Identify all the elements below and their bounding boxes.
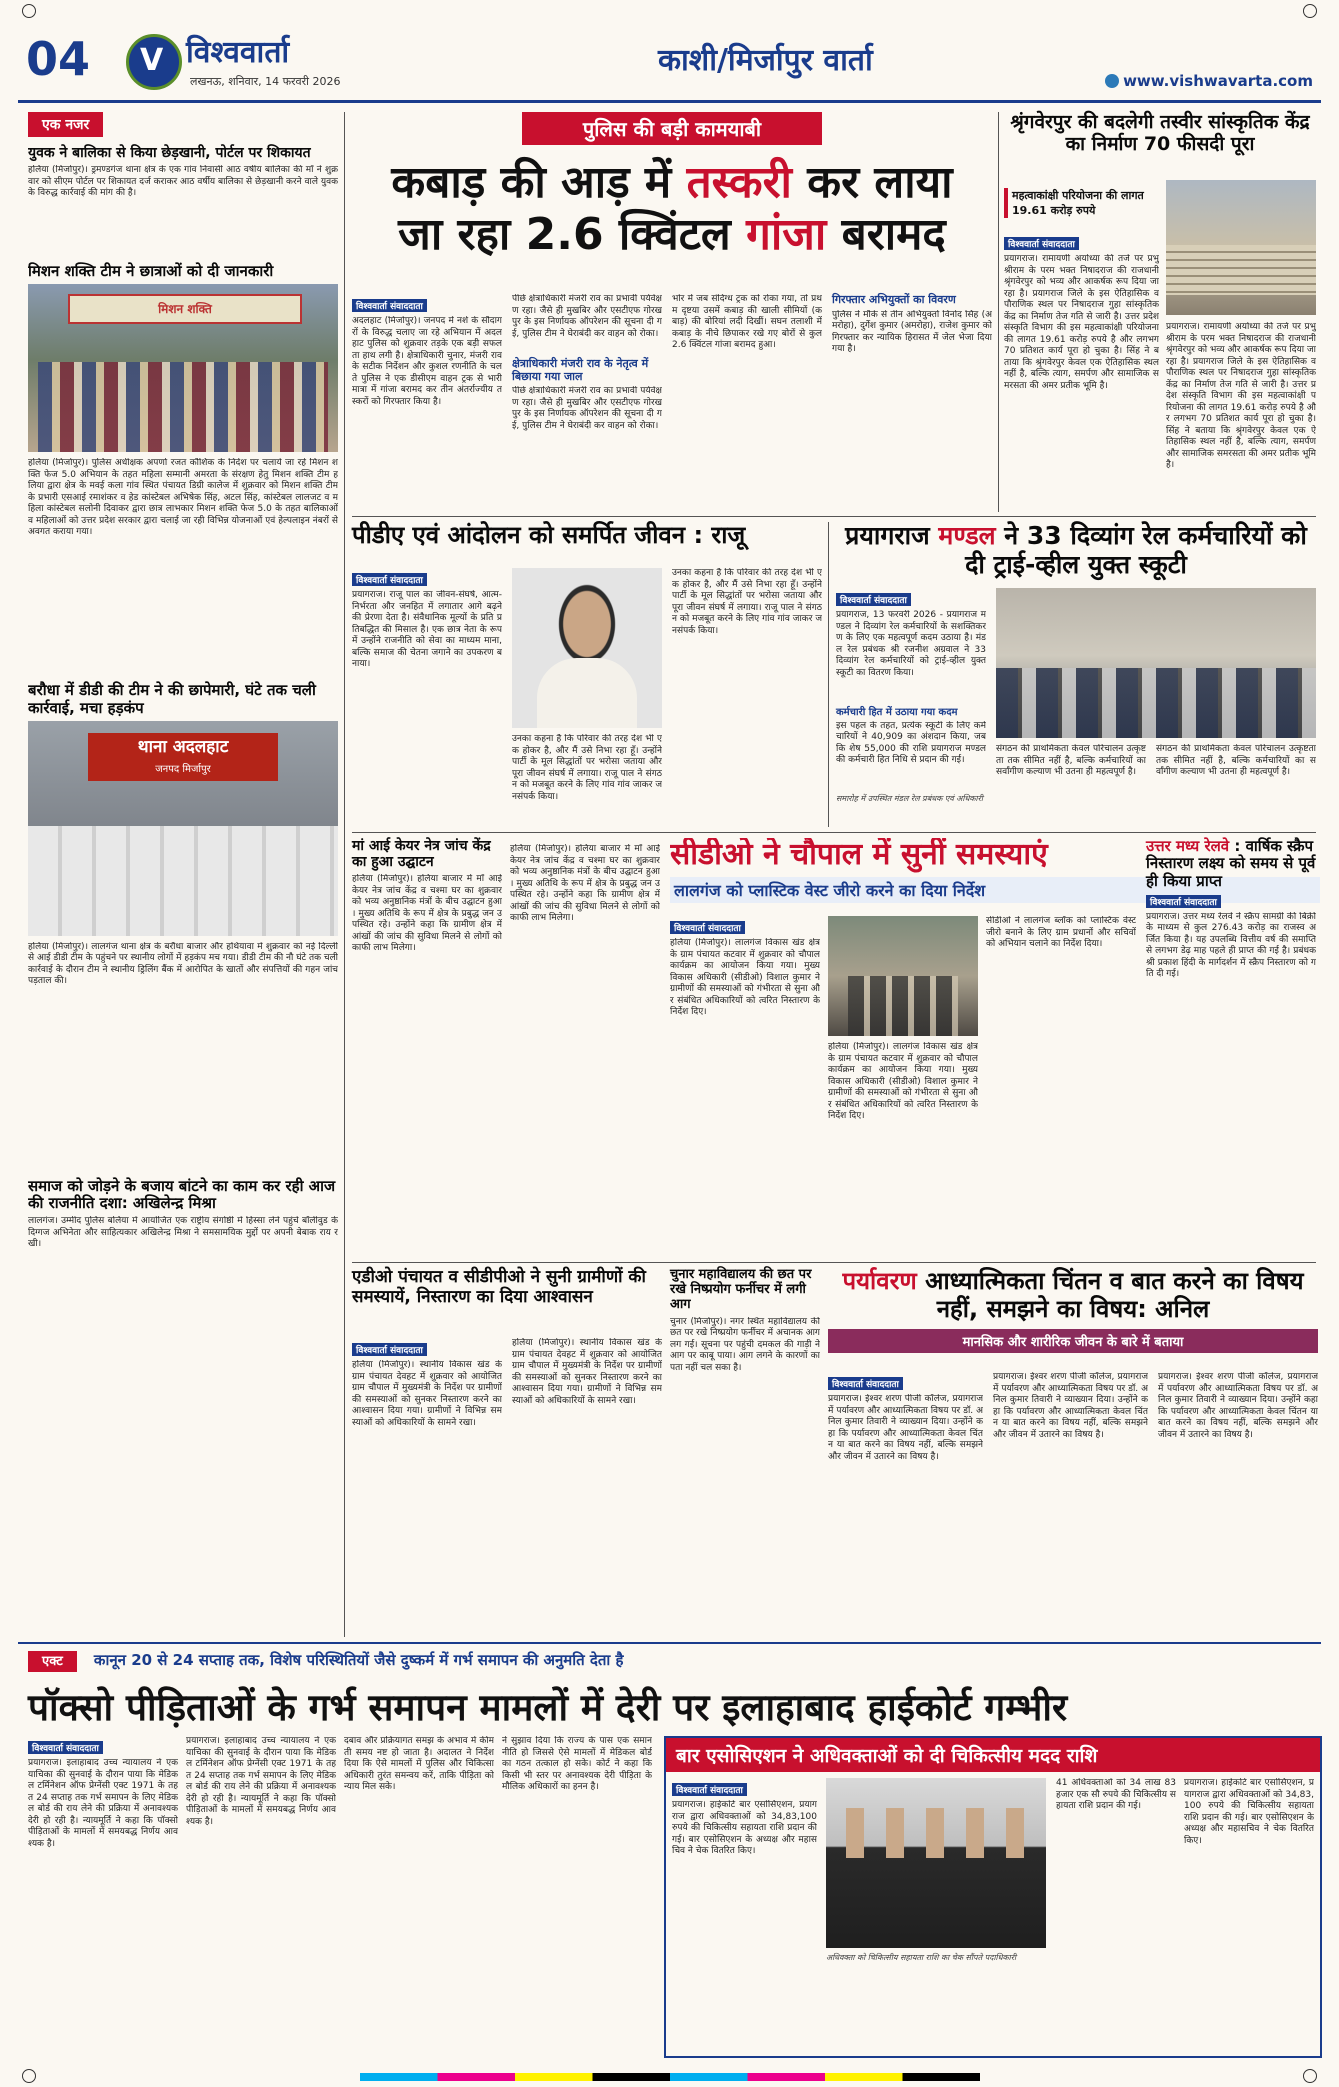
story-body: संगठन की प्राथमिकता केवल परिचालन उत्कृष्टता तक सीमित नहीं है, बल्कि कर्मचारियों का सर्वांगीण कल्याण भी उतना ही महत्वपूर्ण है। bbox=[996, 744, 1146, 777]
story-body: हलिया (मिर्जापुर)। पुलिस अधीक्षक अपर्णा रजत कौशिक के निर्देश पर चलाये जा रहे मिशन शक्ति फेज 5.0 अभियान के तहत महिला सम्मानी अमरता के संरक्षण हेतु मिशन शक्ति टीम हलिया द्वारा क्षेत्र के मवई कला गांव स्थित पंचायत डिग्री कालेज में शुक्रवार को मिशन शक्ति टीम के प्रभारी एसआई रमाशंकर व हेड कांस्टेबल अभिषेक सिंह, अटल सिंह, कांस्टेबल लालजट व महिला कांस्टेबल सलोनी दिवाकर द्वारा छात्र लाभकार मिशन शक्ति फेज 5.0 के तहत बालिकाओं व महिलाओं को उत्तर प्रदेश सरकार द्वारा चलाई जा रही विभिन्न योजनाओं एवं हेल्पलाइन नंबरों से अवगत कराया गया। bbox=[28, 458, 338, 538]
pocso-headline: पॉक्सो पीड़िताओं के गर्भ समापन मामलों में देरी पर इलाहाबाद हाईकोर्ट गम्भीर bbox=[28, 1686, 1068, 1729]
story-headline: बार एसोसिएशन ने अधिवक्ताओं को दी चिकित्सीय मदद राशि bbox=[666, 1738, 1320, 1772]
lead-body: पुलिस ने मौके से तीन अभियुक्तों विनोद सिंह (अमरोहा), दुर्गेश कुमार (अमरोहा), राजेश कुमार को गिरफ्तार कर न्यायिक हिरासत में जेल भेजा दिया गया है। bbox=[832, 309, 992, 355]
story-body: प्रयागराज। राजू पाल का जीवन-संघर्ष, आत्म-निर्भरता और जनहित में लगातार आगे बढ़ने की प्रेरणा देता है। संवैधानिक मूल्यों के प्रति प्रतिबद्धित की मिसाल है। एक छात्र नेता के रूप में उन्होंने राजनीति को सेवा का माध्यम माना, बल्कि समाज की चेतना जगाने का उपकरण बनाया। bbox=[352, 590, 502, 669]
story-body: प्रयागराज। ईश्वर शरण पीजी कॉलेज, प्रयागराज में पर्यावरण और आध्यात्मिकता विषय पर डॉ. अनिल कुमार तिवारी ने व्याख्यान दिया। उन्होंने कहा कि पर्यावरण और आध्यात्मिकता केवल चिंतन या बात करने का विषय नहीं, बल्कि समझने और जीवन में उतारने का विषय है। bbox=[1158, 1372, 1318, 1440]
pocso-strap: कानून 20 से 24 सप्ताह तक, विशेष परिस्थितियों जैसे दुष्कर्म में गर्भ समापन की अनुमति देता है bbox=[93, 1651, 624, 1669]
story-headline: प्रयागराज मण्डल ने 33 दिव्यांग रेल कर्मचारियों को दी ट्राई-व्हील युक्त स्कूटी bbox=[845, 521, 1307, 579]
paper-name: विश्ववार्ता bbox=[186, 35, 290, 70]
section-title: काशी/मिर्जापुर वार्ता bbox=[658, 43, 873, 78]
section-rule bbox=[352, 832, 1316, 833]
byline: विश्ववार्ता संवाददाता bbox=[352, 1343, 427, 1356]
story-headline: एडीओ पंचायत व सीडीपीओ ने सुनी ग्रामीणों की समस्यायें, निस्तारण का दिया आश्वासन bbox=[352, 1267, 646, 1307]
story-body: इस पहल के तहत, प्रत्येक स्कूटी के लिए कर्मचारियों ने 40,909 का अंशदान किया, जबकि शेष 55,000 की राशि प्रयागराज मण्डल की कर्मचारी हित निधि से प्रदान की गई। bbox=[836, 720, 986, 765]
lead-body: पीछे क्षेत्राधिकारी मंजरी राव का प्रभावी पर्यवेक्षण रहा। जैसे ही मुखबिर और एसटीएफ गोरखपुर के इस निर्णायक ऑपरेशन की सूचना दी गई, पुलिस टीम ने घेराबंदी कर वाहन को रोका। bbox=[512, 294, 662, 339]
dateline: लखनऊ, शनिवार, 14 फरवरी 2026 bbox=[190, 75, 341, 88]
byline: विश्ववार्ता संवाददाता bbox=[352, 299, 427, 312]
story-headline: बरौधा में डीडी की टीम ने की छापेमारी, घंटे तक चली कार्रवाई, मचा हड़कंप bbox=[28, 681, 316, 717]
byline: विश्ववार्ता संवाददाता bbox=[670, 921, 745, 934]
story-body: प्रयागराज। ईश्वर शरण पीजी कॉलेज, प्रयागराज में पर्यावरण और आध्यात्मिकता विषय पर डॉ. अनिल कुमार तिवारी ने व्याख्यान दिया। उन्होंने कहा कि पर्यावरण और आध्यात्मिकता केवल चिंतन या बात करने का विषय नहीं, बल्कि समझने और जीवन में उतारने का विषय है। bbox=[993, 1372, 1148, 1440]
story-body: प्रयागराज। हाईकोर्ट बार एसोसिएशन, प्रयागराज द्वारा अधिवक्ताओं को 34,83,100 रुपये की चिकित्सीय सहायता राशि प्रदान की गई। बार एसोसिएशन के अध्यक्ष और महासचिव ने चेक वितरित किए। bbox=[1184, 1778, 1314, 1846]
story-body: प्रयागराज। रामायणी अयोध्या की तर्ज पर प्रभु श्रीराम के परम भक्त निषादराज की राजधानी श्रृंगवेरपुर को भव्य और आकर्षक रूप दिया जा रहा है। प्रयागराज जिले के इस ऐतिहासिक व पौराणिक स्थल पर निषादराज गुहा सांस्कृतिक केंद्र का निर्माण तेज गति से जारी है। उत्तर प्रदेश संस्कृति विभाग की इस महत्वाकांक्षी परियोजना की लागत 19.61 करोड़ रुपये है और लगभग 70 प्रतिशत कार्य पूरा हो चुका है। सिंह ने बताया कि श्रृंगवेरपुर केवल एक ऐतिहासिक स्थल नहीं है, बल्कि त्याग, समर्पण और सामाजिक समरसता की अमर प्रतीक भूमि है। bbox=[1166, 322, 1316, 470]
registration-mark bbox=[22, 4, 36, 18]
story-body: सीडीओ ने लालगंज ब्लॉक को प्लास्टिक वेस्ट जीरो बनाने के लिए ग्राम प्रधानों और सचिवों को अभियान चलाने का निर्देश दिया। bbox=[986, 916, 1136, 949]
paper-logo-icon: V bbox=[126, 34, 182, 90]
registration-mark bbox=[1303, 4, 1317, 18]
story-body: प्रयागराज। हाईकोर्ट बार एसोसिएशन, प्रयागराज द्वारा अधिवक्ताओं को 34,83,100 रुपये की चिकित्सीय सहायता राशि प्रदान की गई। बार एसोसिएशन के अध्यक्ष और महासचिव ने चेक वितरित किए। bbox=[672, 1800, 817, 1856]
story-body: ने सुझाव दिया कि राज्य के पास एक समान नीति हो जिससे ऐसे मामलों में मेडिकल बोर्ड का गठन तत्काल हो सके। कोर्ट ने कहा कि किसी भी स्तर पर अनावश्यक देरी पीड़िता के मौलिक अधिकारों का हनन है। bbox=[502, 1736, 652, 1792]
story-body: प्रयागराज। ईश्वर शरण पीजी कॉलेज, प्रयागराज में पर्यावरण और आध्यात्मिकता विषय पर डॉ. अनिल कुमार तिवारी ने व्याख्यान दिया। उन्होंने कहा कि पर्यावरण और आध्यात्मिकता केवल चिंतन या बात करने का विषय नहीं, बल्कि समझने और जीवन में उतारने का विषय है। bbox=[828, 1394, 983, 1462]
maa-eye-care-continued bbox=[510, 838, 660, 1258]
story-headline: युवक ने बालिका से किया छेड़खानी, पोर्टल पर शिकायत bbox=[28, 145, 311, 161]
column-rule bbox=[998, 112, 999, 512]
ek-nazar-tag: एक नजर bbox=[28, 112, 103, 137]
pocso-strap-row bbox=[28, 1650, 1318, 1676]
page-number: 04 bbox=[26, 32, 91, 86]
section-rule bbox=[18, 1642, 1321, 1644]
raju-story bbox=[352, 522, 822, 827]
website-link[interactable]: www.vishwavarta.com bbox=[1105, 72, 1313, 90]
story-body: हलिया (मिर्जापुर)। ड्रमण्डगंज थाना क्षेत्र के एक गांव निवासी आठ वर्षीय बालिका की माँ ने शुक्रवार को सीएम पोर्टल पर शिकायत दर्ज कराकर आठ वर्षीय बालिका से छेड़खानी करने वाले युवक के विरुद्ध कार्रवाई की मांग की है। bbox=[28, 165, 338, 199]
story-body: हलिया (मिर्जापुर)। लालगंज विकास खंड क्षेत्र के ग्राम पंचायत कटवार में शुक्रवार को चौपाल कार्यक्रम का आयोजन किया गया। मुख्य विकास अधिकारी (सीडीओ) विशाल कुमार ने ग्रामीणों की समस्याओं को गंभीरता से सुना और संबंधित अधिकारियों को त्वरित निस्तारण के निर्देश दिए। bbox=[828, 1042, 978, 1121]
story-headline: पीडीए एवं आंदोलन को समर्पित जीवन : राजू bbox=[352, 521, 746, 549]
byline: विश्ववार्ता संवाददाता bbox=[1004, 237, 1079, 250]
story-body: प्रयागराज। रामायणी अयोध्या की तर्ज पर प्रभु श्रीराम के परम भक्त निषादराज की राजधानी श्रृंगवेरपुर को भव्य और आकर्षक रूप दिया जा रहा है। प्रयागराज जिले के इस ऐतिहासिक व पौराणिक स्थल पर निषादराज गुहा सांस्कृतिक केंद्र का निर्माण तेज गति से जारी है। उत्तर प्रदेश संस्कृति विभाग की इस महत्वाकांक्षी परियोजना की लागत 19.61 करोड़ रुपये है और लगभग 70 प्रतिशत कार्य पूरा हो चुका है। सिंह ने बताया कि श्रृंगवेरपुर केवल एक ऐतिहासिक स्थल नहीं है, बल्कि त्याग, समर्पण और सामाजिक समरसता की अमर प्रतीक भूमि है। bbox=[1004, 254, 1159, 391]
photo-caption: अधिवक्ता को चिकित्सीय सहायता राशि का चेक सौंपते पदाधिकारी bbox=[826, 1953, 1017, 1962]
story-headline: मिशन शक्ति टीम ने छात्राओं को दी जानकारी bbox=[28, 262, 274, 281]
bar-association-box bbox=[664, 1736, 1322, 2058]
colour-registration-bar bbox=[360, 2073, 980, 2081]
story-body: लालगंज। उम्मीद पुलिस बलिया में आयोजित एक राष्ट्रीय संगोष्ठी में हिस्सा लेने पहुंचे बॉलीवुड के दिग्गज अभिनेता और साहित्यकार अखिलेन्द्र मिश्रा ने समसामयिक मुद्दों पर अपनी बेबाक राय रखी। bbox=[28, 1216, 338, 1250]
story-subhead: लालगंज को प्लास्टिक वेस्ट जीरो करने का दिया निर्देश bbox=[670, 877, 1320, 903]
shringverpur-story bbox=[1004, 112, 1316, 512]
raju-portrait bbox=[512, 568, 662, 728]
header-rule bbox=[18, 100, 1321, 103]
story-body: चुनार (मिर्जापुर)। नगर स्थित महाविद्यालय की छत पर रखे निष्प्रयोग फर्नीचर में अचानक आग लग गई। सूचना पर पहुंची दमकल की गाड़ी ने आग पर काबू पाया। आग लगने के कारणों का पता नहीं चल सका है। bbox=[670, 1316, 820, 1373]
story-headline: श्रृंगवेरपुर की बदलेगी तस्वीर सांस्कृतिक केंद्र का निर्माण 70 फीसदी पूरा bbox=[1010, 111, 1310, 155]
story-subhead: कर्मचारी हित में उठाया गया कदम bbox=[836, 707, 958, 718]
story-body: हलिया (मिर्जापुर)। स्थानीय विकास खंड के ग्राम पंचायत देवहट में शुक्रवार को आयोजित ग्राम चौपाल में मुख्यमंत्री के निर्देश पर ग्रामीणों की समस्याओं को सुनकर निस्तारण करने का आश्वासन दिया गया। ग्रामीणों ने विभिन्न समस्याओं को अधिकारियों के सामने रखा। bbox=[512, 1338, 662, 1406]
maa-eye-care-story bbox=[352, 838, 502, 1258]
byline: विश्ववार्ता संवाददाता bbox=[836, 593, 911, 606]
lead-subhead: क्षेत्राधिकारी मंजरी राव के नेतृत्व में बिछाया गया जाल bbox=[512, 357, 649, 383]
story-body: प्रयागराज, 13 फरवरी 2026 - प्रयागराज मण्डल ने दिव्यांग रेल कर्मचारियों के सशक्तिकरण के लिए एक महत्वपूर्ण कदम उठाया है। मंडल रेल प्रबंधक श्री रजनीश अग्रवाल ने 33 दिव्यांग रेल कर्मचारियों को ट्राई-व्हील युक्त स्कूटी का वितरण किया। bbox=[836, 610, 986, 678]
story-headline: समाज को जोड़ने के बजाय बांटने का काम कर रही आज की राजनीति दशा: अखिलेन्द्र मिश्रा bbox=[28, 1176, 336, 1213]
photo-caption: समारोह में उपस्थित मंडल रेल प्रबंधक एवं अधिकारी bbox=[836, 793, 983, 803]
lead-headline: कबाड़ की आड़ में तस्करी कर लाया जा रहा 2.6 क्विंटल गांजा बरामद bbox=[391, 157, 953, 260]
paryavaran-story bbox=[828, 1268, 1318, 1633]
act-tag: एक्ट bbox=[28, 1651, 77, 1672]
byline: विश्ववार्ता संवाददाता bbox=[352, 573, 427, 586]
byline: विश्ववार्ता संवाददाता bbox=[1146, 895, 1221, 908]
story-body: प्रयागराज। इलाहाबाद उच्च न्यायालय ने एक याचिका की सुनवाई के दौरान पाया कि मेडिकल टर्मिनेशन ऑफ प्रेग्नेंसी एक्ट 1971 के तहत 24 सप्ताह तक गर्भ समापन के लिए मेडिकल बोर्ड की राय लेने की प्रक्रिया में अनावश्यक देरी हो रही है। न्यायमूर्ति ने कहा कि पॉक्सो पीड़िताओं के मामलों में समयबद्ध निर्णय आवश्यक है। bbox=[186, 1736, 336, 1827]
lead-kicker: पुलिस की बड़ी कामयाबी bbox=[522, 112, 822, 145]
byline: विश्ववार्ता संवाददाता bbox=[28, 1741, 103, 1754]
lead-body: पीछे क्षेत्राधिकारी मंजरी राव का प्रभावी पर्यवेक्षण रहा। जैसे ही मुखबिर और एसटीएफ गोरखपुर के इस निर्णायक ऑपरेशन की सूचना दी गई, पुलिस टीम ने घेराबंदी कर वाहन को रोका। bbox=[512, 386, 662, 431]
chaupal-photo bbox=[828, 916, 978, 1036]
ado-story bbox=[352, 1268, 662, 1633]
story-body: हलिया (मिर्जापुर)। हलिया बाजार में माँ आई केयर नेत्र जांच केंद्र व चश्मा घर का शुक्रवार को भव्य अनुष्ठानिक मंत्रों के बीच उद्घाटन हुआ। मुख्य अतिथि के रूप में क्षेत्र के प्रबुद्ध जन उपस्थित रहे। उन्होंने कहा कि ग्रामीण क्षेत्र में आंखों की जांच की सुविधा मिलने से लोगों को काफी लाभ मिलेगा। bbox=[510, 844, 660, 923]
story-headline: उत्तर मध्य रेलवे : वार्षिक स्क्रैप निस्तारण लक्ष्य को समय से पूर्व ही किया प्राप्त bbox=[1146, 837, 1316, 890]
lead-body: अदलहाट (मिर्जापुर)। जनपद में नशे के सौदागरों के विरुद्ध चलाए जा रहे अभियान में अदलहाट पुलिस को शुक्रवार तड़के एक बड़ी सफलता हाथ लगी है। क्षेत्राधिकारी चुनार, मंजरी राव के सटीक निर्देशन और कुशल रणनीति के चलते पुलिस ने एक डीसीएम वाहन ट्रक से भारी मात्रा में गांजा बरामद कर तीन अंतर्राज्यीय तस्करों को गिरफ्तार किया है। bbox=[352, 316, 502, 407]
police-station-photo: थाना अदलहाट जनपद मिर्जापुर bbox=[28, 721, 338, 936]
left-column bbox=[28, 112, 338, 1637]
story-body: हलिया (मिर्जापुर)। लालगंज विकास खंड क्षेत्र के ग्राम पंचायत कटवार में शुक्रवार को चौपाल कार्यक्रम का आयोजन किया गया। मुख्य विकास अधिकारी (सीडीओ) विशाल कुमार ने ग्रामीणों की समस्याओं को गंभीरता से सुना और संबंधित अधिकारियों को त्वरित निस्तारण के निर्देश दिए। bbox=[670, 938, 820, 1017]
globe-icon bbox=[1105, 74, 1119, 88]
story-body: हलिया (मिर्जापुर)। स्थानीय विकास खंड के ग्राम पंचायत देवहट में शुक्रवार को आयोजित ग्राम चौपाल में मुख्यमंत्री के निर्देश पर ग्रामीणों की समस्याओं को सुनकर निस्तारण करने का आश्वासन दिया गया। ग्रामीणों ने विभिन्न समस्याओं को अधिकारियों के सामने रखा। bbox=[352, 1360, 502, 1428]
lead-subhead: गिरफ्तार अभियुक्तों का विवरण bbox=[832, 293, 956, 306]
masthead bbox=[18, 22, 1321, 102]
story-headline: पर्यावरण आध्यात्मिकता चिंतन व बात करने का विषय नहीं, समझने का विषय: अनिल bbox=[842, 1267, 1304, 1323]
scooty-photo bbox=[996, 588, 1316, 738]
story-body: प्रयागराज। इलाहाबाद उच्च न्यायालय ने एक याचिका की सुनवाई के दौरान पाया कि मेडिकल टर्मिनेशन ऑफ प्रेग्नेंसी एक्ट 1971 के तहत 24 सप्ताह तक गर्भ समापन के लिए मेडिकल बोर्ड की राय लेने की प्रक्रिया में अनावश्यक देरी हो रही है। न्यायमूर्ति ने कहा कि पॉक्सो पीड़िताओं के मामलों में समयबद्ध निर्णय आवश्यक है। bbox=[28, 1758, 178, 1849]
story-body: उनका कहना है कि परिवार की तरह देश भी एक होकर है, और मैं उसे निभा रहा हूँ। उन्होंने पार्टी के मूल सिद्धांतों पर भरोसा जताया और पूरा जीवन संघर्ष में लगाया। राजू पाल ने संगठन को मजबूत करने के लिए गांव गांव जाकर जनसंपर्क किया। bbox=[512, 734, 662, 802]
byline: विश्ववार्ता संवाददाता bbox=[672, 1783, 747, 1796]
story-body: 41 अधिवक्ताओं को 34 लाख 83 हजार एक सौ रुपये की चिकित्सीय सहायता राशि प्रदान की गई। bbox=[1056, 1778, 1176, 1811]
column-rule bbox=[828, 522, 829, 827]
story-body: हलिया (मिर्जापुर)। हलिया बाजार में माँ आई केयर नेत्र जांच केंद्र व चश्मा घर का शुक्रवार को भव्य अनुष्ठानिक मंत्रों के बीच उद्घाटन हुआ। मुख्य अतिथि के रूप में क्षेत्र के प्रबुद्ध जन उपस्थित रहे। उन्होंने कहा कि ग्रामीण क्षेत्र में आंखों की जांच की सुविधा मिलने से लोगों को काफी लाभ मिलेगा। bbox=[352, 874, 502, 954]
story-strip: मानसिक और शारीरिक जीवन के बारे में बताया bbox=[828, 1329, 1318, 1353]
story-headline: सीडीओ ने चौपाल में सुनीं समस्याएं bbox=[670, 838, 1048, 872]
construction-photo bbox=[1166, 180, 1316, 315]
registration-mark bbox=[1303, 2069, 1317, 2083]
lead-story bbox=[352, 112, 992, 512]
section-rule bbox=[352, 516, 1316, 517]
cdo-col1 bbox=[670, 916, 820, 1256]
bar-cheque-photo bbox=[826, 1778, 1046, 1948]
section-rule bbox=[352, 1262, 1316, 1263]
pocso-col1 bbox=[28, 1736, 178, 2056]
story-body: संगठन की प्राथमिकता केवल परिचालन उत्कृष्टता तक सीमित नहीं है, बल्कि कर्मचारियों का सर्वांगीण कल्याण भी उतना ही महत्वपूर्ण है। bbox=[1156, 744, 1316, 777]
story-body: उनका कहना है कि परिवार की तरह देश भी एक होकर है, और मैं उसे निभा रहा हूँ। उन्होंने पार्टी के मूल सिद्धांतों पर भरोसा जताया और पूरा जीवन संघर्ष में लगाया। राजू पाल ने संगठन को मजबूत करने के लिए गांव गांव जाकर जनसंपर्क किया। bbox=[672, 568, 822, 636]
chunar-story bbox=[670, 1268, 820, 1633]
callout: महत्वाकांक्षी परियोजना की लागत 19.61 करोड़ रुपये bbox=[1004, 188, 1162, 218]
story-body: हलिया (मिर्जापुर)। लालगंज थाना क्षेत्र के बरौंधा बाजार और हथियावा में शुक्रवार को नई दिल्ली से आई डीडी टीम के पहुंचने पर स्थानीय लोगों में हड़कंप मच गया। डीडी टीम की नौ घंटे तक चली कार्रवाई के दौरान टीम ने स्थानीय ड्रिलिंग बैंक में आरोपित के खातों और संपत्तियों की गहन जांच पड़ताल की। bbox=[28, 941, 338, 987]
story-body: दबाव और प्रक्रियागत समझ के अभाव में कीमती समय नष्ट हो जाता है। अदालत ने निर्देश दिया कि ऐसे मामलों में पुलिस और चिकित्सा अधिकारी तुरंत समन्वय करें, ताकि पीड़िता को न्याय मिल सके। bbox=[344, 1736, 494, 1792]
story-body: प्रयागराज। उत्तर मध्य रेलवे ने स्क्रैप सामग्री की बिक्री के माध्यम से कुल 276.43 करोड़ का राजस्व अर्जित किया है। यह उपलब्धि वित्तीय वर्ष की समाप्ति से लगभग डेढ़ माह पहले ही प्राप्त की गई है। प्रबंधक श्री प्रकाश हिंदी के मार्गदर्शन में स्क्रैप निस्तारण को गति दी गई। bbox=[1146, 911, 1316, 980]
registration-mark bbox=[22, 2069, 36, 2083]
column-rule bbox=[344, 112, 345, 1637]
byline: विश्ववार्ता संवाददाता bbox=[828, 1377, 903, 1390]
lead-body: भोर में जब संदिग्ध ट्रक को रोका गया, तो प्रथम दृष्टया उसमें कबाड़ की खाली सीमियों (कबाड़) की बोरियां लदी दिखीं। सघन तलाशी में कबाड़ के नीचे छिपाकर रखे गए बोरों से कुल 2.6 क्विंटल गांजा बरामद हुआ। bbox=[672, 294, 822, 350]
mission-shakti-photo: मिशन शक्ति bbox=[28, 284, 338, 452]
scrap-story bbox=[1146, 838, 1316, 1258]
story-headline: चुनार महाविद्यालय की छत पर रखे निष्प्रयोग फर्नीचर में लगी आग bbox=[670, 1267, 812, 1312]
divyang-story bbox=[836, 522, 1316, 827]
story-headline: मां आई केयर नेत्र जांच केंद्र का हुआ उद्घाटन bbox=[352, 838, 491, 871]
